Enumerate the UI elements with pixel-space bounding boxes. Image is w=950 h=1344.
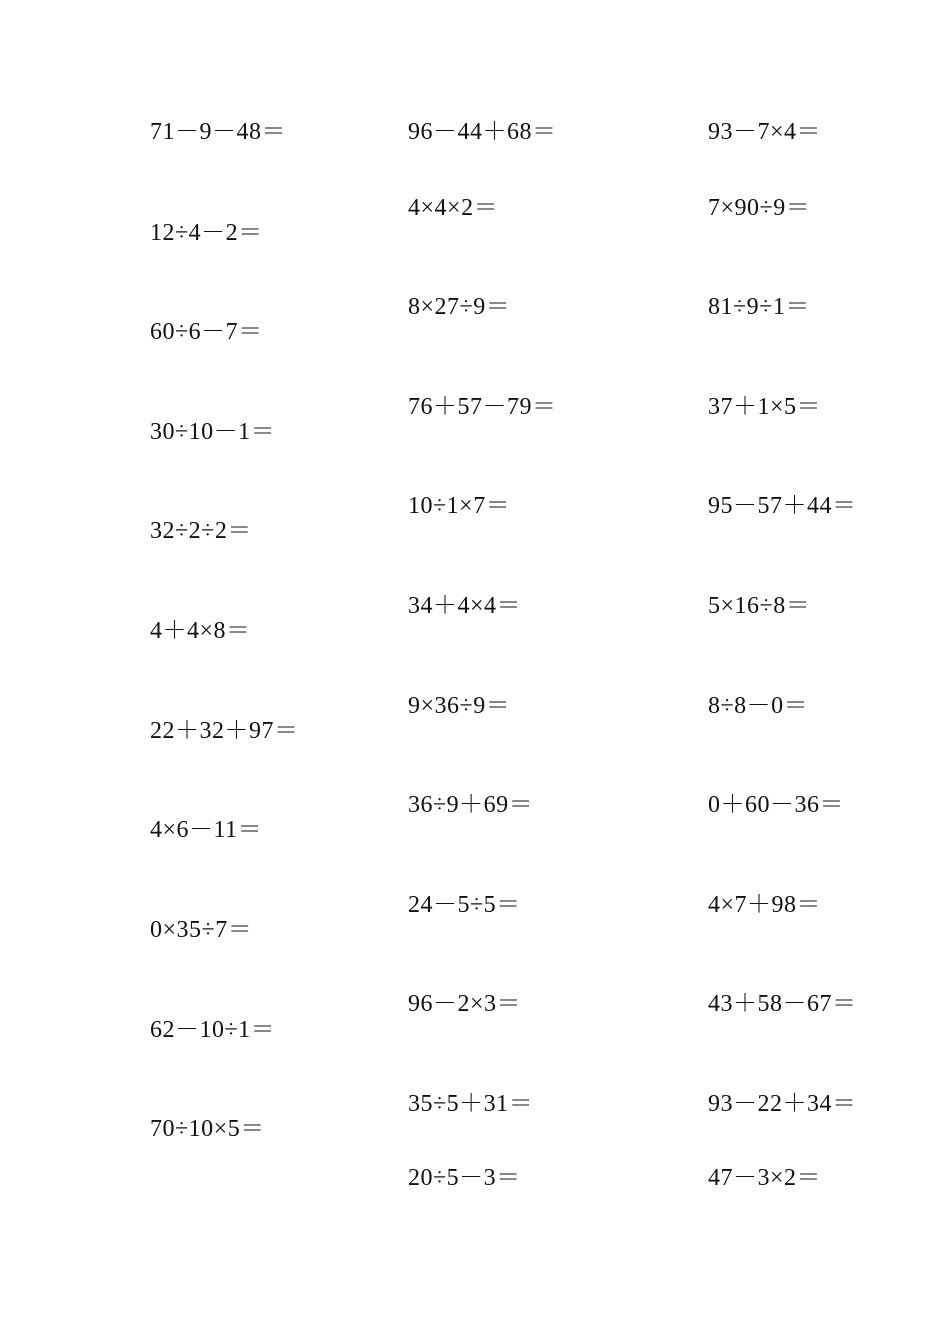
math-problem: 4×4×2＝ [408, 195, 499, 221]
math-problem: 32÷2÷2＝ [150, 518, 252, 544]
math-problem: 96－2×3＝ [408, 991, 522, 1017]
math-problem: 76＋57－79＝ [408, 394, 557, 420]
problem-column-right [708, 0, 950, 1344]
math-problem: 43＋58－67＝ [708, 991, 857, 1017]
math-problem: 71－9－48＝ [150, 119, 286, 145]
math-problem: 70÷10×5＝ [150, 1116, 265, 1142]
math-problem: 12÷4－2＝ [150, 220, 263, 246]
math-problem: 95－57＋44＝ [708, 493, 857, 519]
math-problem: 0＋60－36＝ [708, 792, 844, 818]
problem-column-left [150, 0, 410, 1344]
math-problem: 8×27÷9＝ [408, 294, 511, 320]
math-problem: 93－7×4＝ [708, 119, 822, 145]
math-problem: 37＋1×5＝ [708, 394, 822, 420]
math-problem: 96－44＋68＝ [408, 119, 557, 145]
math-problem: 4×7＋98＝ [708, 892, 822, 918]
math-problem: 47－3×2＝ [708, 1165, 822, 1191]
math-problem: 81÷9÷1＝ [708, 294, 810, 320]
math-problem: 8÷8－0＝ [708, 693, 809, 719]
math-problem: 30÷10－1＝ [150, 419, 276, 445]
math-problem: 35÷5＋31＝ [408, 1091, 534, 1117]
math-problem: 60÷6－7＝ [150, 319, 263, 345]
math-problem: 4＋4×8＝ [150, 618, 251, 644]
math-problem: 9×36÷9＝ [408, 693, 511, 719]
math-problem: 0×35÷7＝ [150, 917, 253, 943]
math-problem: 24－5÷5＝ [408, 892, 521, 918]
math-problem: 5×16÷8＝ [708, 593, 811, 619]
math-problem: 4×6－11＝ [150, 817, 263, 843]
math-problem: 93－22＋34＝ [708, 1091, 857, 1117]
math-problem: 34＋4×4＝ [408, 593, 522, 619]
math-problem: 10÷1×7＝ [408, 493, 511, 519]
math-problem: 7×90÷9＝ [708, 195, 811, 221]
problem-column-middle [408, 0, 668, 1344]
math-problem: 36÷9＋69＝ [408, 792, 534, 818]
math-problem: 20÷5－3＝ [408, 1165, 521, 1191]
math-problem: 22＋32＋97＝ [150, 718, 299, 744]
math-problem: 62－10÷1＝ [150, 1017, 276, 1043]
